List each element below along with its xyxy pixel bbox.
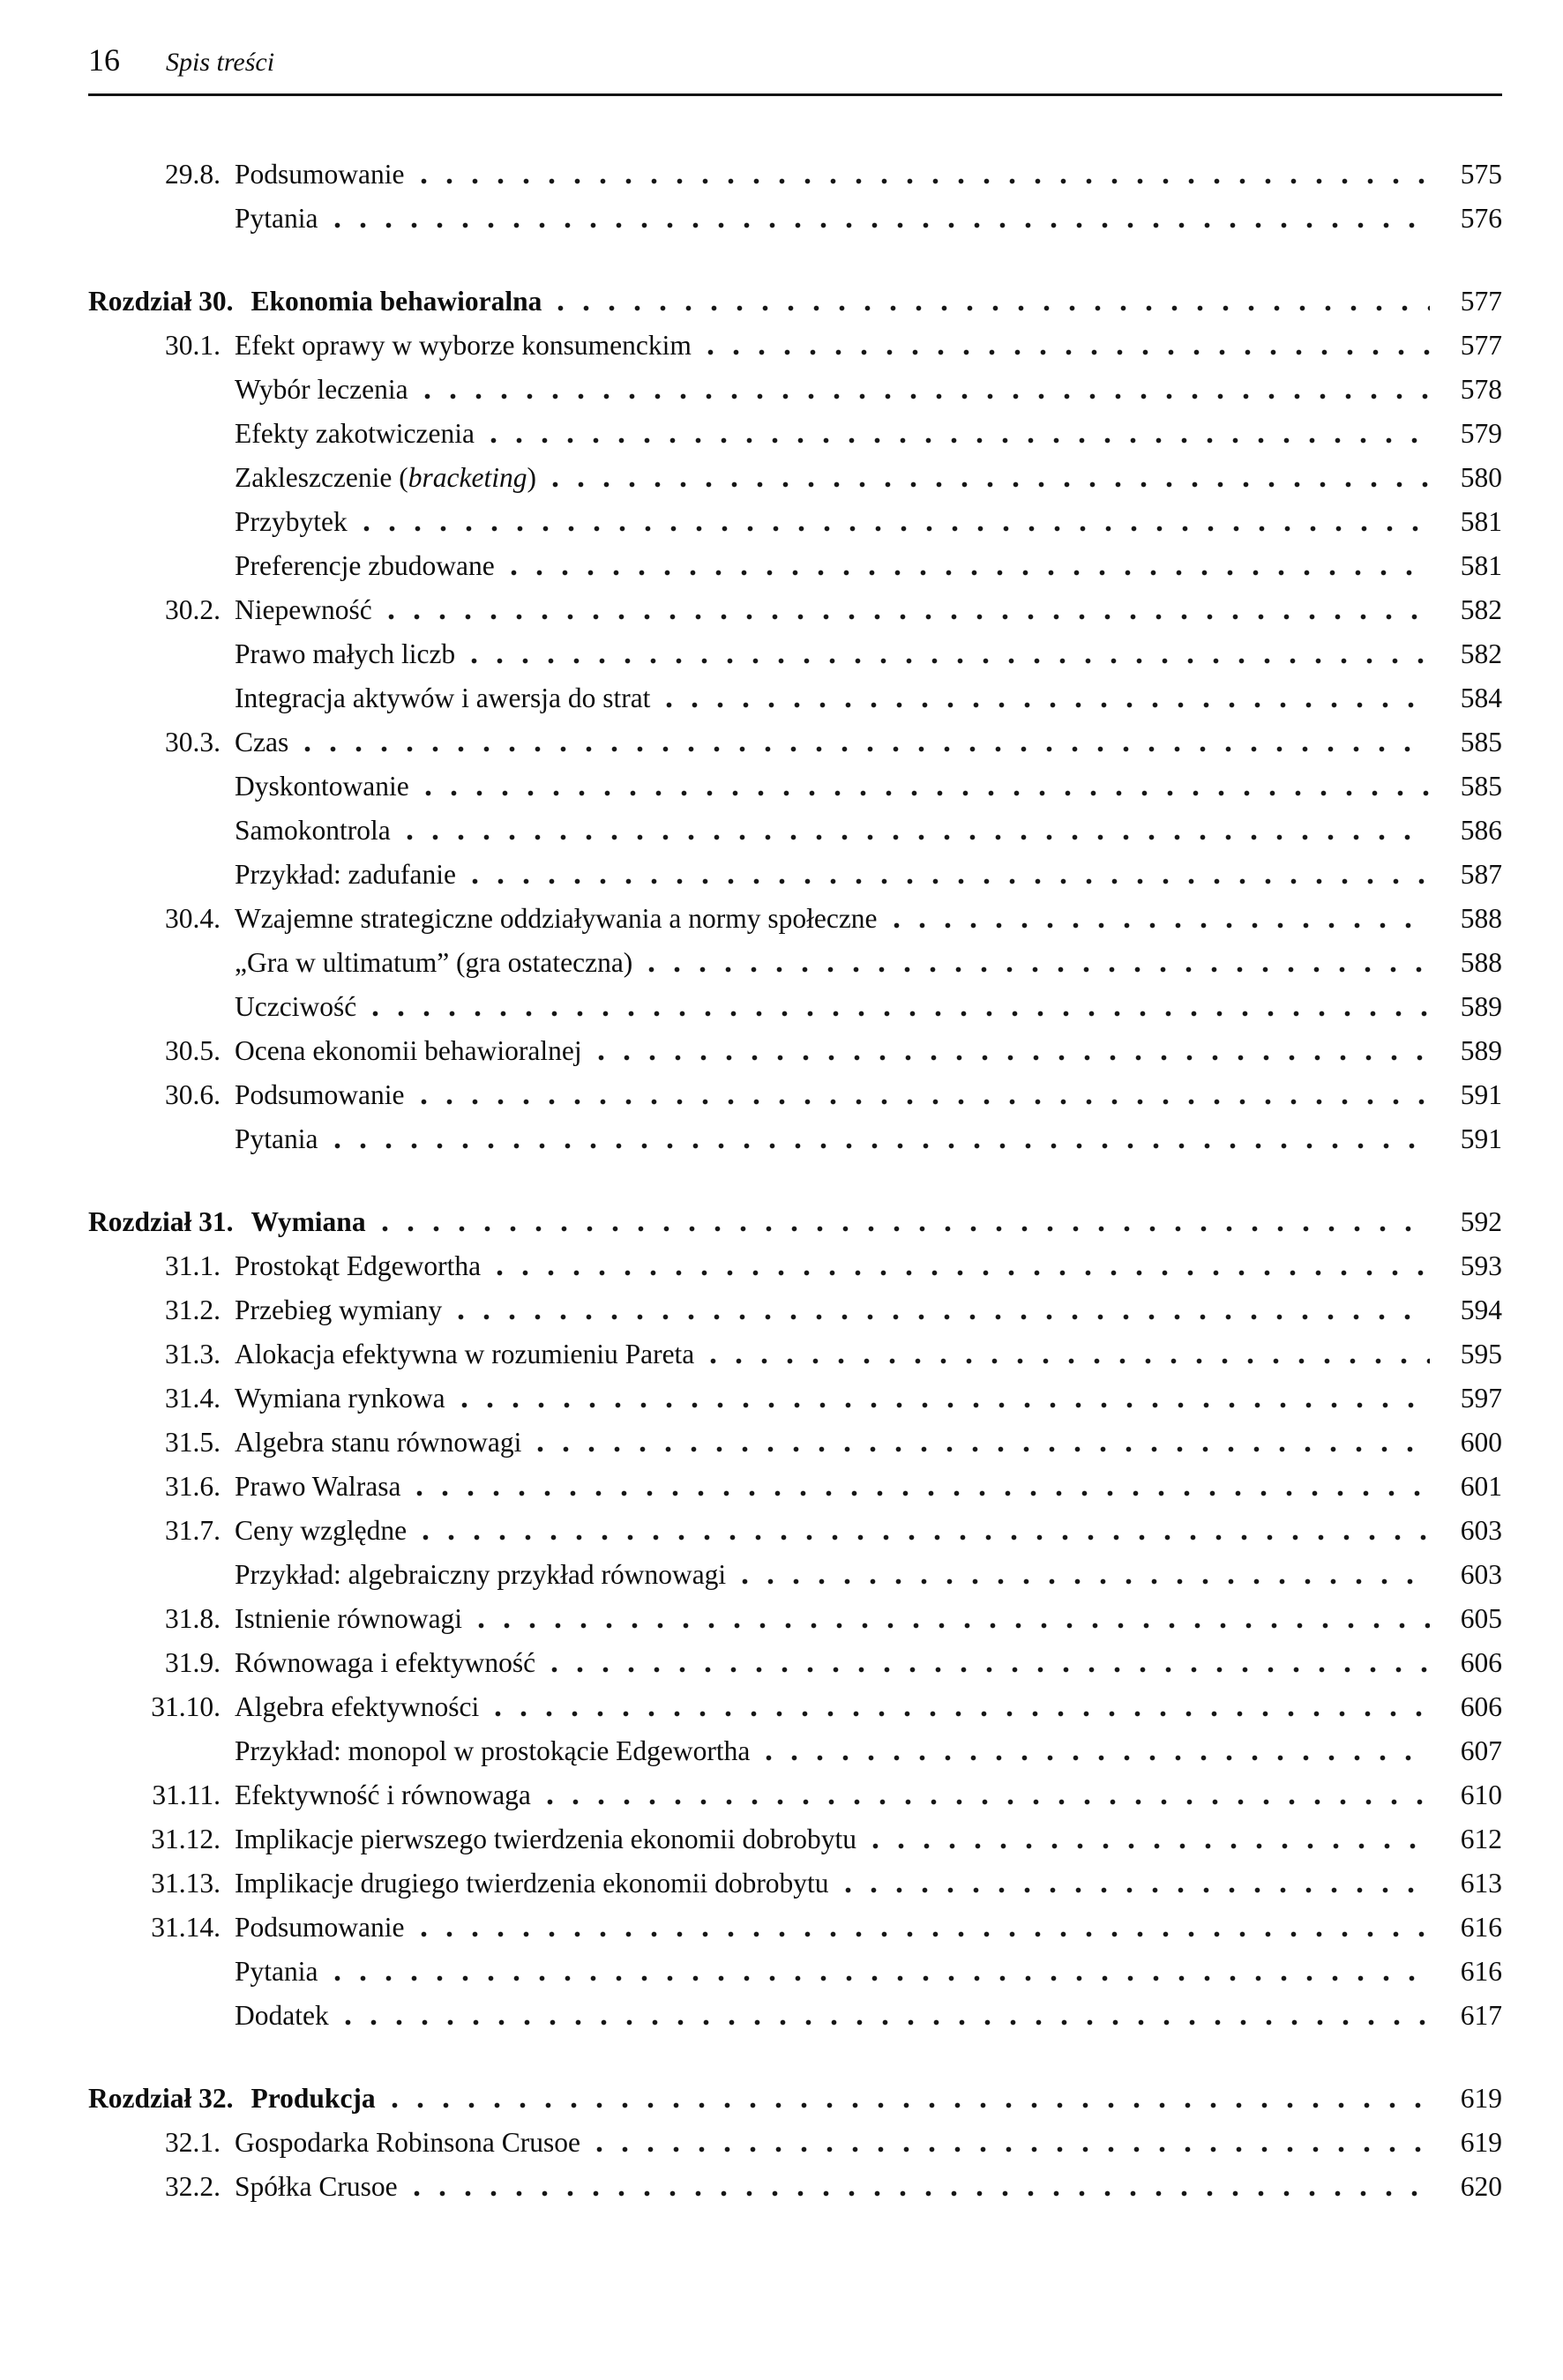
entry-label: Efektywność i równowaga (235, 1779, 531, 1810)
entry-label-segment: Zakleszczenie ( (235, 462, 408, 493)
toc-chapter-entry (88, 2077, 1502, 2121)
toc-entry (88, 588, 1502, 632)
dot-leader (372, 1011, 1430, 1017)
toc-entry (88, 2121, 1502, 2165)
toc-entry (88, 1029, 1502, 1073)
entry-number: 30.4. (165, 903, 221, 934)
entry-number: 32.2. (165, 2171, 221, 2202)
entry-page-number: 619 (1460, 2083, 1502, 2114)
toc-entry (88, 1377, 1502, 1421)
toc-entry (88, 197, 1502, 241)
entry-label: Dyskontowanie (235, 771, 409, 802)
dot-leader (421, 1931, 1431, 1937)
toc-entry (88, 1950, 1502, 1994)
entry-label: Efekt oprawy w wyborze konsumenckim (235, 330, 692, 361)
toc-list (88, 153, 1502, 2209)
toc-entry (88, 1685, 1502, 1729)
entry-page-number: 582 (1460, 638, 1502, 669)
entry-number (88, 1994, 235, 2038)
entry-number: 30.3. (165, 727, 221, 757)
entry-page-number: 607 (1460, 1735, 1502, 1766)
entry-page-number: 577 (1460, 330, 1502, 361)
entry-page-number: 616 (1460, 1912, 1502, 1943)
entry-label: Czas (235, 727, 289, 757)
toc-entry (88, 544, 1502, 588)
dot-leader (425, 790, 1430, 796)
entry-label: Prawo małych liczb (235, 638, 456, 669)
entry-number (88, 985, 235, 1029)
entry-number: 29.8. (165, 159, 221, 190)
toc-entry (88, 853, 1502, 897)
entry-number: 31.7. (165, 1515, 221, 1546)
entry-label: Gospodarka Robinsona Crusoe (235, 2127, 580, 2158)
entry-label: Pytania (235, 203, 318, 234)
entry-number (88, 197, 235, 241)
dot-leader (766, 1755, 1430, 1761)
entry-number: 31.12. (151, 1824, 221, 1854)
toc-entry (88, 1244, 1502, 1288)
entry-label: Integracja aktywów i awersja do strat (235, 683, 651, 713)
entry-page-number: 606 (1460, 1691, 1502, 1722)
toc-entry (88, 632, 1502, 676)
toc-entry (88, 1465, 1502, 1509)
entry-number: 30.1. (165, 330, 221, 361)
entry-page-number: 578 (1460, 374, 1502, 405)
toc-entry (88, 456, 1502, 500)
entry-label: Wybór leczenia (235, 374, 408, 405)
entry-page-number: 603 (1460, 1559, 1502, 1590)
entry-label: Implikacje pierwszego twierdzenia ekonomii dobrobytu (235, 1824, 857, 1854)
entry-number (88, 853, 235, 897)
entry-label: Podsumowanie (235, 1079, 405, 1110)
chapter-number: Rozdział 32. (88, 2083, 234, 2114)
entry-page-number: 612 (1460, 1824, 1502, 1854)
toc-entry (88, 324, 1502, 368)
dot-leader (598, 1055, 1430, 1061)
dot-leader (461, 1402, 1430, 1408)
dot-leader (557, 305, 1430, 311)
entry-label: Pytania (235, 1123, 318, 1154)
entry-number (88, 765, 235, 809)
dot-leader (596, 2146, 1430, 2152)
dot-leader (407, 834, 1430, 840)
entry-label: Istnienie równowagi (235, 1603, 463, 1634)
entry-page-number: 575 (1460, 159, 1502, 190)
entry-page-number: 580 (1460, 462, 1502, 493)
dot-leader (872, 1843, 1430, 1849)
dot-leader (490, 437, 1430, 444)
dot-leader (423, 1534, 1430, 1541)
dot-leader (392, 2102, 1430, 2108)
toc-chapter-entry (88, 1200, 1502, 1244)
entry-page-number: 597 (1460, 1383, 1502, 1414)
entry-page-number: 617 (1460, 2000, 1502, 2031)
entry-page-number: 577 (1460, 286, 1502, 317)
entry-number (88, 412, 235, 456)
entry-number: 31.11. (152, 1779, 221, 1810)
entry-label: Wymiana rynkowa (235, 1383, 445, 1414)
entry-number (88, 941, 235, 985)
entry-page-number: 605 (1460, 1603, 1502, 1634)
toc-entry (88, 1906, 1502, 1950)
toc-entry (88, 941, 1502, 985)
entry-number (88, 368, 235, 412)
dot-leader (742, 1578, 1430, 1585)
entry-label: Ocena ekonomii behawioralnej (235, 1035, 582, 1066)
toc-entry (88, 1288, 1502, 1332)
dot-leader (414, 2190, 1430, 2197)
entry-label: Efekty zakotwiczenia (235, 418, 475, 449)
page-number: 16 (88, 42, 120, 78)
toc-entry (88, 1117, 1502, 1161)
entry-label: Równowaga i efektywność (235, 1647, 536, 1678)
dot-leader (551, 1667, 1430, 1673)
toc-entry (88, 676, 1502, 720)
entry-label: Alokacja efektywna w rozumieniu Pareta (235, 1339, 695, 1369)
dot-leader (495, 1711, 1430, 1717)
chapter-number: Rozdział 30. (88, 286, 234, 317)
entry-number (88, 1729, 235, 1773)
dot-leader (421, 1099, 1431, 1105)
dot-leader (707, 349, 1430, 355)
entry-label: Implikacje drugiego twierdzenia ekonomii dobrobytu (235, 1868, 829, 1899)
dot-leader (424, 393, 1430, 399)
toc-entry (88, 765, 1502, 809)
chapter-title: Ekonomia behawioralna (251, 286, 542, 317)
entry-page-number: 620 (1460, 2171, 1502, 2202)
entry-label: Wzajemne strategiczne oddziaływania a normy społeczne (235, 903, 878, 934)
dot-leader (421, 178, 1431, 184)
entry-page-number: 616 (1460, 1956, 1502, 1987)
header-rule (88, 93, 1502, 96)
entry-page-number: 610 (1460, 1779, 1502, 1810)
entry-label: Niepewność (235, 594, 372, 625)
entry-page-number: 585 (1460, 771, 1502, 802)
entry-number (88, 1553, 235, 1597)
entry-page-number: 581 (1460, 550, 1502, 581)
entry-label: Preferencje zbudowane (235, 550, 495, 581)
entry-label: Przybytek (235, 506, 348, 537)
entry-page-number: 576 (1460, 203, 1502, 234)
dot-leader (511, 570, 1430, 576)
entry-label: Podsumowanie (235, 159, 405, 190)
entry-page-number: 588 (1460, 947, 1502, 978)
toc-entry (88, 809, 1502, 853)
entry-number (88, 676, 235, 720)
toc-entry (88, 1332, 1502, 1377)
toc-entry (88, 368, 1502, 412)
entry-page-number: 589 (1460, 1035, 1502, 1066)
dot-leader (345, 2019, 1430, 2026)
entry-number: 31.5. (165, 1427, 221, 1458)
toc-entry (88, 1817, 1502, 1861)
entry-label: Przykład: zadufanie (235, 859, 457, 890)
entry-number (88, 456, 235, 500)
toc-entry (88, 1073, 1502, 1117)
entry-page-number: 595 (1460, 1339, 1502, 1369)
dot-leader (388, 614, 1430, 620)
entry-label: Przykład: algebraiczny przykład równowagi (235, 1559, 727, 1590)
dot-leader (363, 526, 1430, 532)
entry-number: 31.10. (151, 1691, 221, 1722)
entry-number: 30.2. (165, 594, 221, 625)
entry-label: Uczciwość (235, 991, 357, 1022)
entry-number: 31.13. (151, 1868, 221, 1899)
toc-entry (88, 500, 1502, 544)
entry-page-number: 606 (1460, 1647, 1502, 1678)
entry-number: 31.1. (165, 1250, 221, 1281)
entry-page-number: 582 (1460, 594, 1502, 625)
entry-label: Spółka Crusoe (235, 2171, 398, 2202)
toc-entry (88, 897, 1502, 941)
entry-label: Przykład: monopol w prostokącie Edgewortha (235, 1735, 751, 1766)
dot-leader (537, 1446, 1430, 1452)
entry-number: 30.6. (165, 1079, 221, 1110)
entry-number: 30.5. (165, 1035, 221, 1066)
entry-page-number: 591 (1460, 1123, 1502, 1154)
chapter-title: Wymiana (251, 1206, 366, 1237)
entry-label (235, 456, 536, 500)
entry-number (88, 1117, 235, 1161)
toc-entry (88, 1553, 1502, 1597)
dot-leader (552, 481, 1430, 488)
entry-label: Algebra efektywności (235, 1691, 480, 1722)
entry-number (88, 632, 235, 676)
entry-label: Samokontrola (235, 815, 391, 846)
entry-label: Prostokąt Edgewortha (235, 1250, 482, 1281)
entry-number: 31.8. (165, 1603, 221, 1634)
dot-leader (472, 878, 1430, 884)
entry-number: 31.4. (165, 1383, 221, 1414)
entry-number (88, 809, 235, 853)
dot-leader (334, 222, 1431, 228)
toc-entry (88, 2165, 1502, 2209)
entry-page-number: 594 (1460, 1294, 1502, 1325)
dot-leader (458, 1314, 1430, 1320)
entry-number (88, 500, 235, 544)
entry-label-segment: ) (527, 462, 536, 493)
dot-leader (710, 1358, 1430, 1364)
entry-page-number: 613 (1460, 1868, 1502, 1899)
dot-leader (666, 702, 1430, 708)
entry-number: 31.9. (165, 1647, 221, 1678)
dot-leader (497, 1270, 1430, 1276)
toc-entry (88, 153, 1502, 197)
toc-entry (88, 1641, 1502, 1685)
dot-leader (648, 966, 1430, 973)
entry-label: Dodatek (235, 2000, 329, 2031)
dot-leader (894, 922, 1430, 929)
entry-label: „Gra w ultimatum” (gra ostateczna) (235, 947, 633, 978)
dot-leader (478, 1623, 1430, 1629)
entry-number (88, 1950, 235, 1994)
entry-label: Przebieg wymiany (235, 1294, 443, 1325)
entry-number: 31.2. (165, 1294, 221, 1325)
entry-label: Algebra stanu równowagi (235, 1427, 522, 1458)
entry-label-italic-segment: bracketing (408, 462, 527, 493)
chapter-title: Produkcja (251, 2083, 376, 2114)
entry-label: Prawo Walrasa (235, 1471, 401, 1502)
entry-page-number: 593 (1460, 1250, 1502, 1281)
toc-entry (88, 1421, 1502, 1465)
toc-entry (88, 985, 1502, 1029)
toc-entry (88, 412, 1502, 456)
toc-entry (88, 1861, 1502, 1906)
toc-entry (88, 1597, 1502, 1641)
toc-entry (88, 1994, 1502, 2038)
entry-page-number: 619 (1460, 2127, 1502, 2158)
entry-page-number: 587 (1460, 859, 1502, 890)
toc-entry (88, 1773, 1502, 1817)
page-header (88, 42, 1502, 78)
entry-label: Ceny względne (235, 1515, 408, 1546)
entry-number: 31.14. (151, 1912, 221, 1943)
entry-page-number: 584 (1460, 683, 1502, 713)
entry-page-number: 600 (1460, 1427, 1502, 1458)
toc-entry (88, 1729, 1502, 1773)
toc-chapter-entry (88, 280, 1502, 324)
toc-entry (88, 720, 1502, 765)
entry-label: Podsumowanie (235, 1912, 405, 1943)
chapter-number: Rozdział 31. (88, 1206, 234, 1237)
entry-label: Pytania (235, 1956, 318, 1987)
entry-page-number: 588 (1460, 903, 1502, 934)
dot-leader (547, 1799, 1430, 1805)
toc-entry (88, 1509, 1502, 1553)
entry-page-number: 591 (1460, 1079, 1502, 1110)
entry-page-number: 589 (1460, 991, 1502, 1022)
dot-leader (334, 1975, 1431, 1981)
page-title: Spis treści (166, 48, 275, 77)
entry-page-number: 581 (1460, 506, 1502, 537)
dot-leader (845, 1887, 1430, 1893)
dot-leader (382, 1226, 1430, 1232)
entry-page-number: 579 (1460, 418, 1502, 449)
dot-leader (471, 658, 1430, 664)
entry-page-number: 603 (1460, 1515, 1502, 1546)
entry-page-number: 592 (1460, 1206, 1502, 1237)
entry-page-number: 586 (1460, 815, 1502, 846)
dot-leader (304, 746, 1430, 752)
entry-number: 32.1. (165, 2127, 221, 2158)
entry-page-number: 585 (1460, 727, 1502, 757)
entry-number: 31.6. (165, 1471, 221, 1502)
entry-number (88, 544, 235, 588)
dot-leader (416, 1490, 1430, 1496)
entry-number: 31.3. (165, 1339, 221, 1369)
entry-page-number: 601 (1460, 1471, 1502, 1502)
dot-leader (334, 1143, 1431, 1149)
